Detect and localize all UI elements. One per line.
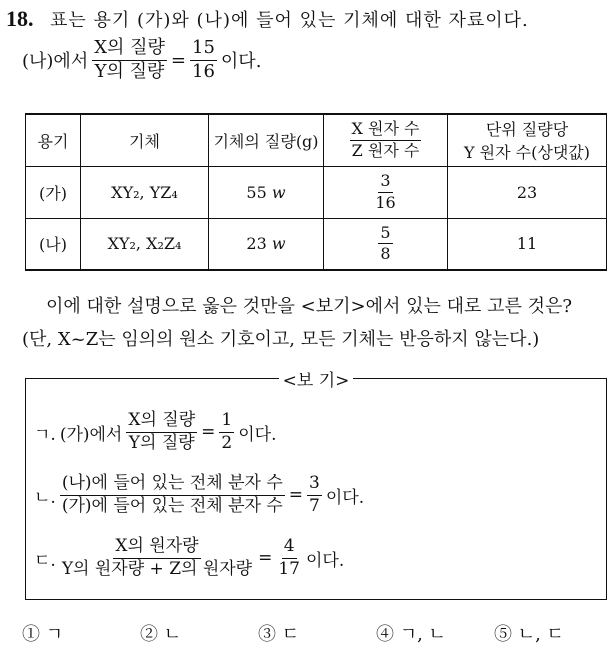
- fraction-denominator: Y의 질량: [94, 60, 165, 82]
- equals-sign: =: [288, 485, 304, 506]
- value-num: 3: [307, 474, 322, 496]
- row-mass: [209, 218, 324, 270]
- value-numerator: 15: [190, 38, 217, 61]
- row-ratio-fraction: [373, 172, 397, 212]
- table-row: [26, 218, 607, 270]
- header-gas: 기체: [81, 114, 209, 166]
- answer-choices: [22, 620, 612, 646]
- row-ratio-num: 5: [378, 224, 392, 244]
- condition-prefix: (나)에서: [22, 51, 89, 73]
- row-gas: XY₂, X₂Z₄: [81, 218, 209, 270]
- statement-value: [307, 474, 322, 516]
- statement-den: Y의 질량: [128, 432, 195, 453]
- row-mass: [209, 166, 324, 218]
- statement-item: [34, 537, 344, 579]
- statement-item: [34, 411, 276, 453]
- statement-fraction: [60, 537, 254, 579]
- statement-fraction: [60, 474, 285, 516]
- condition-suffix: 이다.: [220, 51, 262, 73]
- mass-unit: w: [271, 182, 286, 202]
- stem-line-2: (단, X~Z는 임의의 원소 기호이고, 모든 기체는 반응하지 않는다.): [22, 329, 540, 351]
- equals-sign: =: [201, 422, 216, 443]
- statement-num: X의 원자량: [113, 537, 200, 559]
- statement-suffix: 이다.: [238, 424, 277, 445]
- stem-line-1: 이에 대한 설명으로 옳은 것만을 <보기>에서 있는 대로 고른 것은?: [46, 296, 573, 317]
- statement-fraction: [126, 411, 197, 453]
- condition-fraction: [92, 38, 167, 82]
- table-header-row: [26, 114, 607, 166]
- question-number: 18.: [6, 6, 34, 31]
- value-den: 2: [221, 432, 233, 453]
- row-y-atoms: 11: [448, 218, 607, 270]
- statement-suffix: 이다.: [325, 487, 365, 508]
- header-ratio-den: Z 원자 수: [351, 140, 420, 160]
- statement-item: [34, 474, 364, 516]
- header-mass: 기체의 질량(g): [209, 114, 324, 166]
- row-ratio-den: 16: [375, 192, 396, 212]
- statement-num: X의 질량: [126, 411, 197, 433]
- header-y-atoms: [448, 114, 607, 166]
- header-ratio: [324, 114, 448, 166]
- statement-value: [219, 411, 234, 453]
- statement-label: ㄴ.: [34, 487, 56, 508]
- choice-5[interactable]: ⑤ ㄴ, ㄷ: [494, 624, 564, 645]
- statement-suffix: 이다.: [306, 550, 345, 571]
- value-num: 4: [282, 537, 297, 559]
- bogi-box: [25, 371, 607, 600]
- header-y-line1: 단위 질량당: [485, 120, 569, 140]
- mass-value: 55: [246, 182, 267, 202]
- header-container: 용기: [26, 114, 81, 166]
- value-denominator: 16: [192, 60, 215, 82]
- row-container: (나): [26, 218, 81, 270]
- header-ratio-num: X 원자 수: [350, 120, 422, 140]
- statement-den: (가)에 들어 있는 전체 분자 수: [61, 495, 283, 516]
- choice-2[interactable]: ② ㄴ: [140, 624, 182, 645]
- header-ratio-fraction: [350, 120, 422, 160]
- equals-sign: =: [258, 548, 273, 569]
- mass-unit: w: [271, 234, 286, 254]
- row-ratio: [324, 166, 448, 218]
- statement-num: (나)에 들어 있는 전체 분자 수: [60, 474, 285, 496]
- question-stem: [22, 290, 607, 357]
- condition-value: [190, 38, 217, 82]
- row-ratio-fraction: [378, 224, 392, 264]
- row-ratio-den: 8: [380, 244, 391, 264]
- statement-label: ㄷ.: [34, 550, 56, 571]
- value-num: 1: [219, 411, 234, 433]
- choice-1[interactable]: ① ㄱ: [22, 624, 64, 645]
- condition-line: [22, 38, 261, 82]
- bogi-title-text: <보 기>: [279, 371, 354, 391]
- row-gas: XY₂, YZ₄: [81, 166, 209, 218]
- statement-value: [276, 537, 302, 579]
- choice-3[interactable]: ③ ㄷ: [258, 624, 300, 645]
- statement-den: Y의 원자량 + Z의 원자량: [61, 558, 253, 579]
- header-y-line2: Y 원자 수(상댓값): [464, 143, 590, 163]
- row-ratio: [324, 218, 448, 270]
- statement-prefix: (가)에서: [59, 424, 123, 445]
- table-row: [26, 166, 607, 218]
- row-ratio-num: 3: [378, 172, 392, 192]
- value-den: 17: [278, 558, 300, 579]
- row-y-atoms: 23: [448, 166, 607, 218]
- question-intro: 표는 용기 (가)와 (나)에 들어 있는 기체에 대한 자료이다.: [50, 10, 529, 31]
- bogi-title: [26, 366, 606, 391]
- row-container: (가): [26, 166, 81, 218]
- mass-value: 23: [246, 234, 267, 254]
- statement-label: ㄱ.: [34, 424, 56, 445]
- value-den: 7: [309, 495, 320, 516]
- fraction-numerator: X의 질량: [92, 38, 167, 61]
- choice-4[interactable]: ④ ㄱ, ㄴ: [376, 624, 446, 645]
- equals-sign: =: [170, 49, 187, 71]
- data-table: [25, 113, 607, 271]
